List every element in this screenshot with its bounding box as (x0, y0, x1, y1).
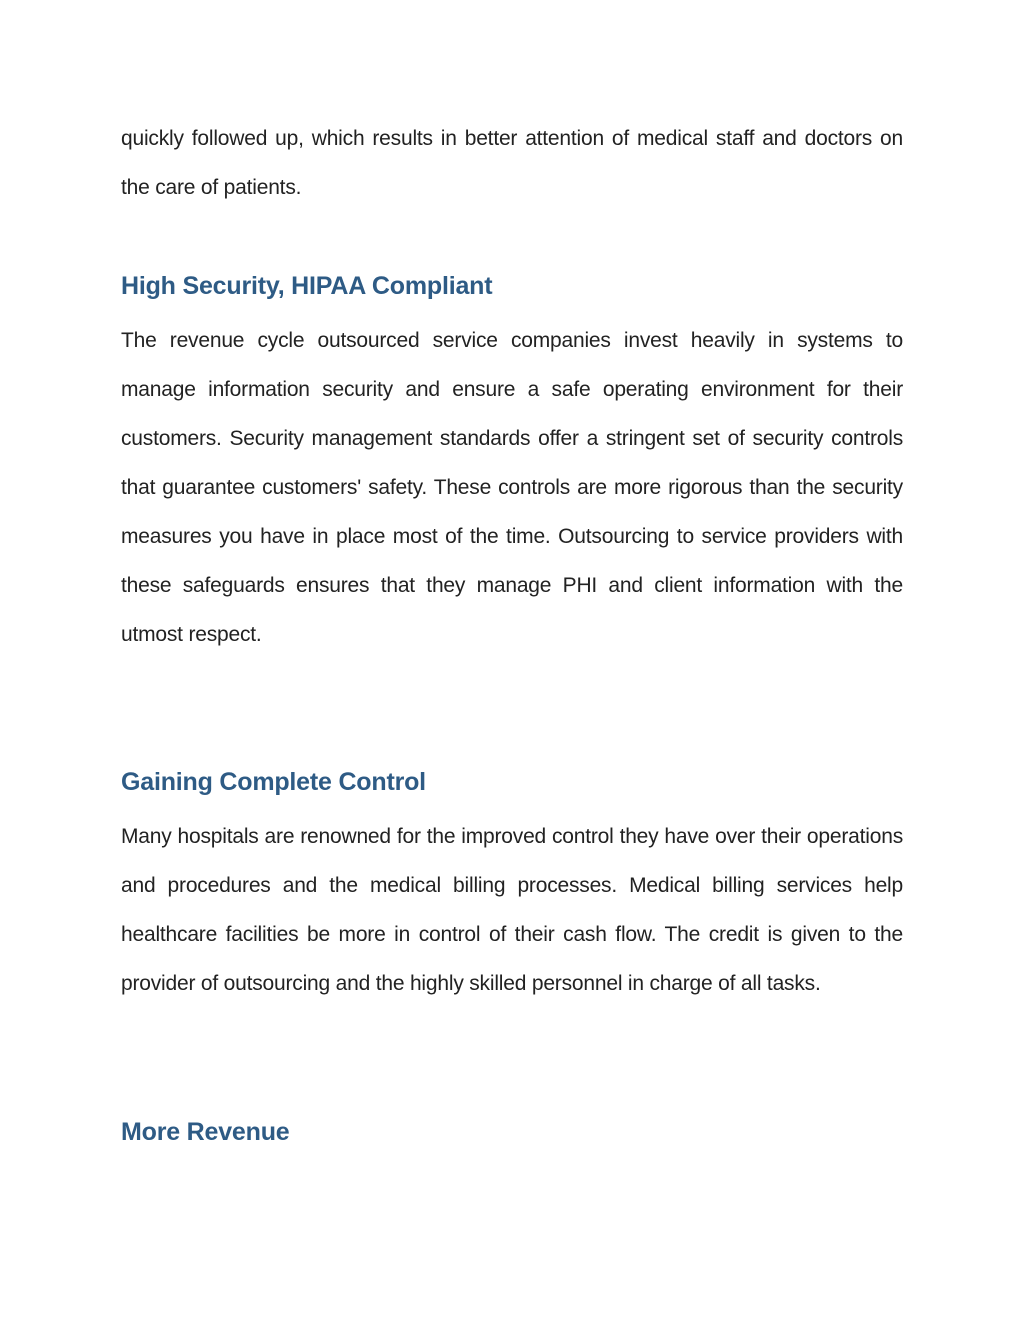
section-body-complete-control: Many hospitals are renowned for the improved control they have over their operations and procedures and the medical billing processes. Medical billing services help healthcare facilities be more in control of their cash flow. The credit is given to the provider of outsourcing and the highly skilled personnel in charge of all tasks. (121, 825, 903, 995)
section-body-high-security: The revenue cycle outsourced service companies invest heavily in systems to manage information security and ensure a safe operating environment for their customers. Security management standards offer a stringent set of security controls that guarantee customers' safety. These controls are more rigorous than the security measures you have in place most of the time. Outsourcing to service providers with these safeguards ensures that they manage PHI and client information with the utmost respect. (121, 329, 903, 646)
section-heading-more-revenue: More Revenue (121, 1118, 290, 1146)
intro-paragraph: quickly followed up, which results in better attention of medical staff and doctors on the care of patients. (121, 127, 903, 199)
section-heading-high-security: High Security, HIPAA Compliant (121, 272, 493, 300)
section-heading-complete-control: Gaining Complete Control (121, 768, 426, 796)
